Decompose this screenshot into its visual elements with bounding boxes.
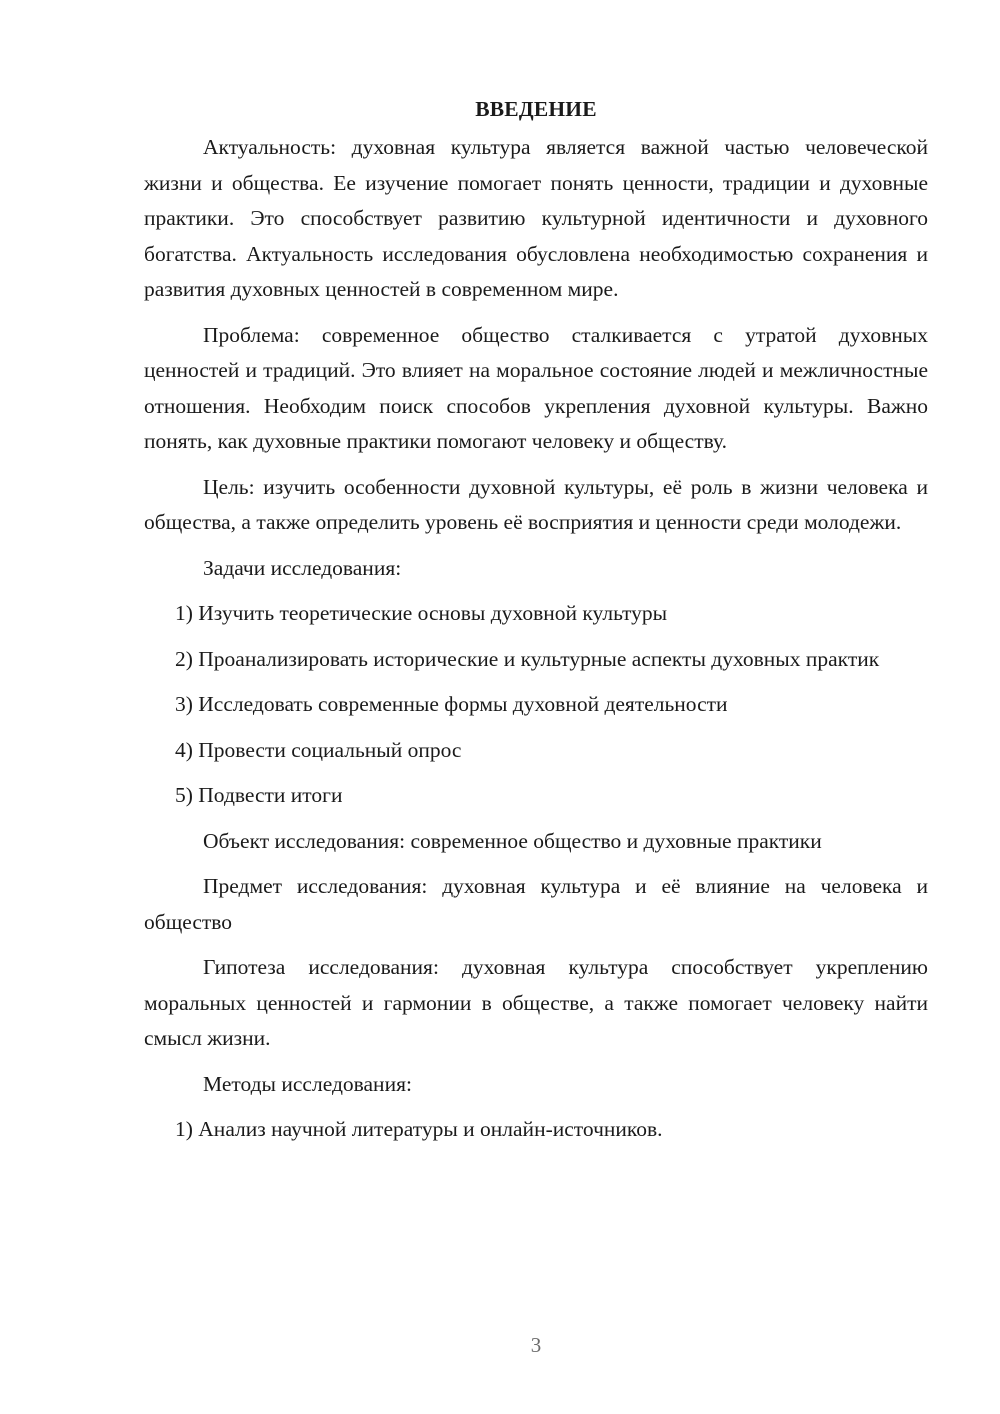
paragraph-object: Объект исследования: современное общество и духовные практики	[203, 828, 822, 853]
task-item-1: 1) Изучить теоретические основы духовной культуры	[175, 601, 668, 625]
task-item-5: 5) Подвести итоги	[175, 783, 343, 807]
paragraph-problem: Проблема: современное общество сталкивается с утратой духовных ценностей и традиций. Это влияет на моральное состояние людей и межличностные отношения. Необходим поиск способов укрепления духовной культуры. Важно понять, как духовные практики помогают человеку и обществу.	[144, 322, 928, 453]
paragraph-goal: Цель: изучить особенности духовной культуры, её роль в жизни человека и общества, а также определить уровень её восприятия и ценности среди молодежи.	[144, 474, 928, 534]
paragraph-relevance: Актуальность: духовная культура является важной частью человеческой жизни и общества. Ее изучение помогает понять ценности, традиции и духовные практики. Это способствует развитию культурной идентичности и духовного богатства. Актуальность исследования обусловлена необходимостью сохранения и развития духовных ценностей в современном мире.	[144, 135, 928, 301]
document-page	[144, 92, 928, 1158]
paragraph-tasks-heading: Задачи исследования:	[203, 555, 402, 580]
page-number: 3	[530, 1333, 542, 1357]
section-title: ВВЕДЕНИЕ	[475, 97, 597, 121]
task-item-4: 4) Провести социальный опрос	[175, 737, 462, 762]
paragraph-subject: Предмет исследования: духовная культура и её влияние на человека и общество	[144, 874, 928, 934]
paragraph-methods-heading: Методы исследования:	[203, 1071, 412, 1096]
task-item-3: 3) Исследовать современные формы духовной деятельности	[175, 692, 728, 716]
task-item-2: 2) Проанализировать исторические и культурные аспекты духовных практик	[175, 646, 880, 671]
method-item-1: 1) Анализ научной литературы и онлайн-источников.	[175, 1117, 663, 1141]
paragraph-hypothesis: Гипотеза исследования: духовная культура способствует укреплению моральных ценностей и гармонии в обществе, а также помогает человеку найти смысл жизни.	[144, 955, 928, 1050]
